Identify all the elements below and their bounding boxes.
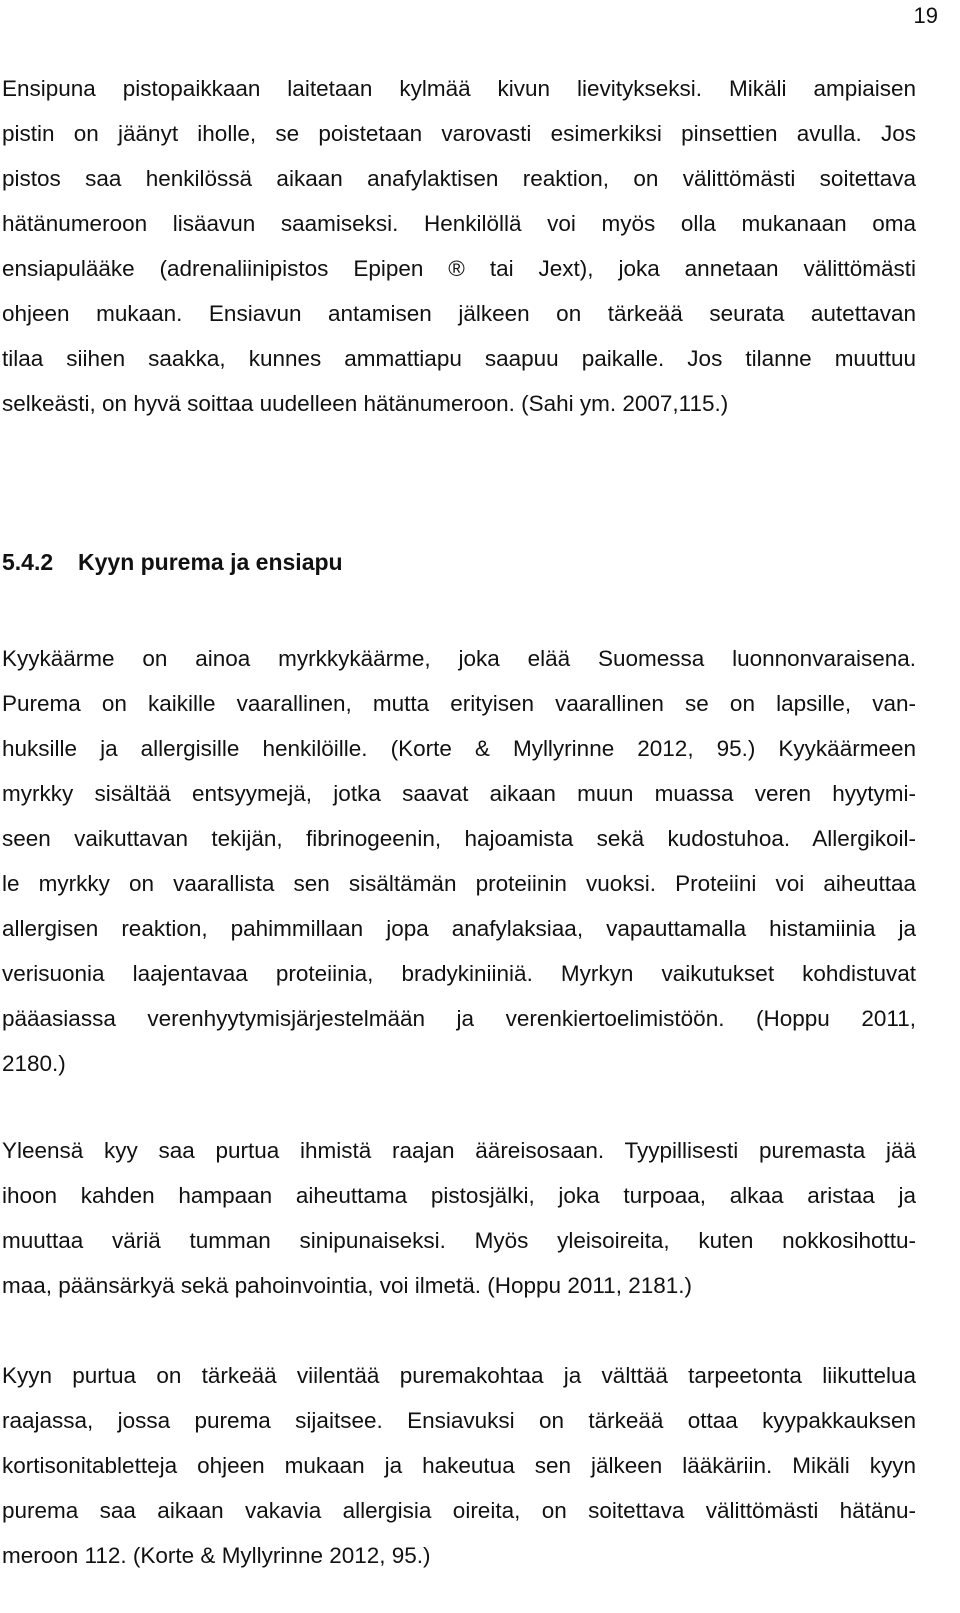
text-line: ihoon kahden hampaan aiheuttama pistosjälki, joka turpoaa, alkaa aristaa ja <box>2 1183 916 1208</box>
text-line: purema saa aikaan vakavia allergisia oireita, on soitettava välittömästi hätänu- <box>2 1498 916 1523</box>
text-line: Kyykäärme on ainoa myrkkykäärme, joka elää Suomessa luonnonvaraisena. <box>2 646 916 671</box>
paragraph-bite-first-aid <box>2 1353 916 1578</box>
text-line: ensiapulääke (adrenaliinipistos Epipen ® tai Jext), joka annetaan välittömästi <box>2 256 916 281</box>
text-line: kortisonitabletteja ohjeen mukaan ja hakeutua sen jälkeen lääkäriin. Mikäli kyyn <box>2 1453 916 1478</box>
text-line: hätänumeroon lisäavun saamiseksi. Henkilöllä voi myös olla mukanaan oma <box>2 211 916 236</box>
text-line: pääasiassa verenhyytymisjärjestelmään ja verenkiertoelimistöön. (Hoppu 2011, <box>2 1006 916 1031</box>
section-heading <box>2 540 343 585</box>
section-number: 5.4.2 <box>2 549 54 575</box>
text-line: pistos saa henkilössä aikaan anafylaktisen reaktion, on välittömästi soitettava <box>2 166 916 191</box>
text-line: tilaa siihen saakka, kunnes ammattiapu saapuu paikalle. Jos tilanne muuttuu <box>2 346 916 371</box>
text-line: Kyyn purtua on tärkeää viilentää puremakohtaa ja välttää tarpeetonta liikuttelua <box>2 1363 916 1388</box>
text-line: raajassa, jossa purema sijaitsee. Ensiavuksi on tärkeää ottaa kyypakkauksen <box>2 1408 916 1433</box>
text-line: seen vaikuttavan tekijän, fibrinogeenin, hajoamista sekä kudostuhoa. Allergikoil- <box>2 826 916 851</box>
text-line: 2180.) <box>2 1051 66 1076</box>
text-line: allergisen reaktion, pahimmillaan jopa anafylaksiaa, vapauttamalla histamiinia ja <box>2 916 916 941</box>
text-line: ohjeen mukaan. Ensiavun antamisen jälkeen on tärkeää seurata autettavan <box>2 301 916 326</box>
section-title: Kyyn purema ja ensiapu <box>78 549 343 575</box>
page-number: 19 <box>913 3 938 28</box>
paragraph-adder-venom <box>2 636 916 1086</box>
text-line: le myrkky on vaarallista sen sisältämän proteiinin vuoksi. Proteiini voi aiheuttaa <box>2 871 916 896</box>
text-line: Ensipuna pistopaikkaan laitetaan kylmää kivun lievitykseksi. Mikäli ampiaisen <box>2 76 916 101</box>
text-line: Purema on kaikille vaarallinen, mutta erityisen vaarallinen se on lapsille, van- <box>2 691 916 716</box>
text-line: selkeästi, on hyvä soittaa uudelleen hätänumeroon. (Sahi ym. 2007,115.) <box>2 391 729 416</box>
text-line: muuttaa väriä tumman sinipunaiseksi. Myös yleisoireita, kuten nokkosihottu- <box>2 1228 916 1253</box>
text-line: huksille ja allergisille henkilöille. (Korte & Myllyrinne 2012, 95.) Kyykäärmeen <box>2 736 916 761</box>
paragraph-bite-symptoms <box>2 1128 916 1308</box>
text-line: meroon 112. (Korte & Myllyrinne 2012, 95.) <box>2 1543 431 1568</box>
text-line: maa, päänsärkyä sekä pahoinvointia, voi ilmetä. (Hoppu 2011, 2181.) <box>2 1273 692 1298</box>
text-line: Yleensä kyy saa purtua ihmistä raajan ääreisosaan. Tyypillisesti puremasta jää <box>2 1138 916 1163</box>
paragraph-first-aid-sting <box>2 66 916 426</box>
text-line: pistin on jäänyt iholle, se poistetaan varovasti esimerkiksi pinsettien avulla. Jos <box>2 121 916 146</box>
text-line: myrkky sisältää entsyymejä, jotka saavat aikaan muun muassa veren hyytymi- <box>2 781 916 806</box>
text-line: verisuonia laajentavaa proteiinia, bradykiniiniä. Myrkyn vaikutukset kohdistuvat <box>2 961 916 986</box>
